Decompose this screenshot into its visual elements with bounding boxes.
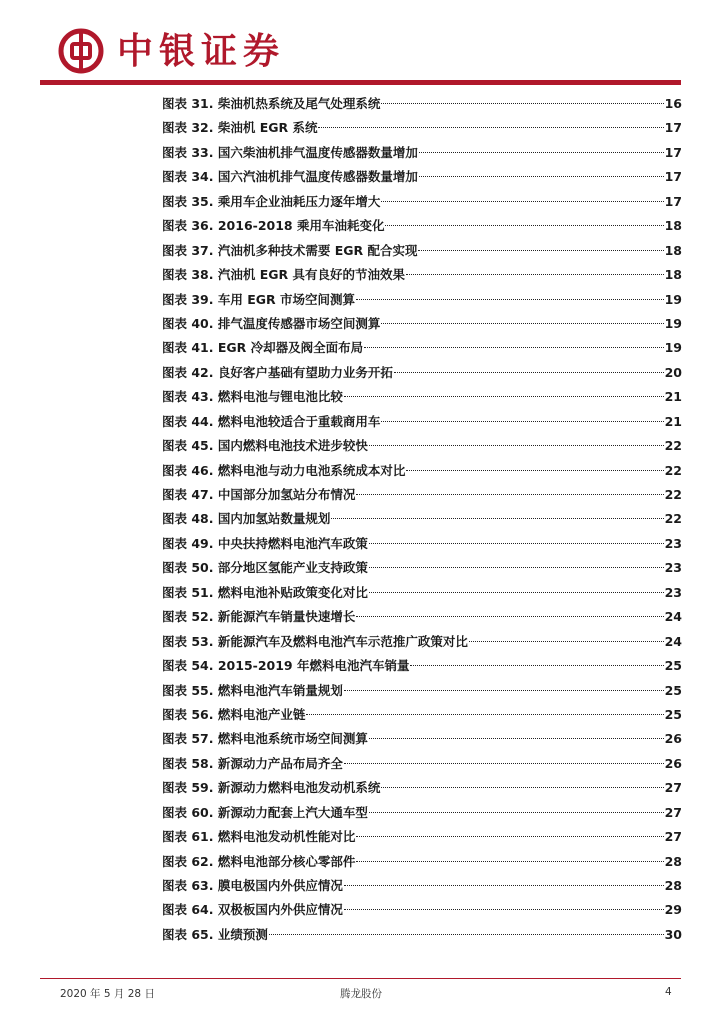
toc-entry[interactable] — [162, 263, 682, 287]
toc-dot-leader — [344, 885, 664, 886]
toc-entry[interactable] — [162, 459, 682, 483]
toc-entry-label: 图表 32. 柴油机 EGR 系统 — [162, 120, 318, 136]
toc-entry-label: 图表 35. 乘用车企业油耗压力逐年增大 — [162, 193, 381, 209]
toc-entry-label: 图表 48. 国内加氢站数量规划 — [162, 511, 331, 527]
toc-entry[interactable] — [162, 752, 682, 776]
toc-entry[interactable] — [162, 312, 682, 336]
toc-entry-label: 图表 51. 燃料电池补贴政策变化对比 — [162, 584, 368, 600]
toc-entry-label: 图表 52. 新能源汽车销量快速增长 — [162, 609, 356, 625]
toc-entry-page: 27 — [664, 829, 682, 845]
toc-entry-label: 图表 47. 中国部分加氢站分布情况 — [162, 487, 356, 502]
toc-entry-page: 19 — [664, 315, 682, 331]
toc-entry-page: 25 — [664, 706, 682, 722]
toc-entry-label: 图表 58. 新源动力产品布局齐全 — [162, 755, 343, 771]
toc-entry[interactable] — [162, 605, 682, 629]
toc-entry-page: 21 — [664, 413, 682, 429]
toc-entry-label: 图表 55. 燃料电池汽车销量规划 — [162, 682, 343, 698]
footer-date: 2020 年 5 月 28 日 — [60, 988, 155, 1000]
toc-dot-leader — [394, 372, 664, 373]
toc-dot-leader — [381, 201, 663, 202]
toc-entry-page: 28 — [664, 853, 682, 869]
toc-dot-leader — [381, 323, 663, 324]
toc-entry-page: 24 — [664, 609, 682, 625]
toc-dot-leader — [369, 592, 664, 593]
toc-dot-leader — [369, 567, 664, 568]
toc-entry-label: 图表 40. 排气温度传感器市场空间测算 — [162, 315, 381, 331]
toc-dot-leader — [419, 176, 664, 177]
toc-dot-leader — [356, 616, 663, 617]
toc-entry-page: 30 — [664, 926, 682, 942]
toc-dot-leader — [406, 470, 663, 471]
toc-entry[interactable] — [162, 923, 682, 947]
toc-entry[interactable] — [162, 92, 682, 116]
toc-entry-page: 27 — [664, 780, 682, 796]
toc-entry-label: 图表 37. 汽油机多种技术需要 EGR 配合实现 — [162, 242, 418, 258]
toc-entry-label: 图表 31. 柴油机热系统及尾气处理系统 — [162, 96, 381, 111]
toc-entry-page: 28 — [664, 878, 682, 893]
toc-entry[interactable] — [162, 654, 682, 678]
toc-entry[interactable] — [162, 825, 682, 849]
toc-entry-label: 图表 61. 燃料电池发动机性能对比 — [162, 829, 356, 845]
toc-dot-leader — [381, 103, 663, 104]
toc-entry[interactable] — [162, 214, 682, 238]
toc-entry-page: 22 — [664, 511, 682, 527]
toc-entry-label: 图表 42. 良好客户基础有望助力业务开拓 — [162, 364, 393, 380]
toc-entry-page: 23 — [664, 584, 682, 600]
toc-entry[interactable] — [162, 581, 682, 605]
toc-entry[interactable] — [162, 556, 682, 580]
toc-entry-label: 图表 41. EGR 冷却器及阀全面布局 — [162, 340, 364, 356]
toc-entry[interactable] — [162, 141, 682, 165]
toc-entry-page: 17 — [664, 120, 682, 136]
toc-dot-leader — [419, 152, 664, 153]
toc-entry-page: 18 — [664, 267, 682, 283]
toc-entry-label: 图表 57. 燃料电池系统市场空间测算 — [162, 731, 368, 747]
page-header — [0, 0, 724, 90]
toc-dot-leader — [418, 250, 663, 251]
toc-dot-leader — [369, 543, 664, 544]
toc-entry[interactable] — [162, 483, 682, 507]
toc-entry-label: 图表 54. 2015-2019 年燃料电池汽车销量 — [162, 658, 410, 674]
toc-dot-leader — [410, 665, 663, 666]
toc-entry[interactable] — [162, 385, 682, 409]
toc-entry-page: 16 — [664, 96, 682, 111]
toc-dot-leader — [306, 714, 663, 715]
toc-entry-label: 图表 62. 燃料电池部分核心零部件 — [162, 853, 356, 869]
toc-entry-label: 图表 45. 国内燃料电池技术进步较快 — [162, 438, 368, 454]
toc-dot-leader — [318, 127, 663, 128]
toc-entry-label: 图表 65. 业绩预测 — [162, 926, 268, 942]
toc-entry-page: 22 — [664, 462, 682, 478]
toc-dot-leader — [344, 690, 664, 691]
toc-entry[interactable] — [162, 776, 682, 800]
toc-entry[interactable] — [162, 336, 682, 360]
toc-dot-leader — [269, 934, 664, 935]
toc-entry-page: 25 — [664, 682, 682, 698]
toc-entry[interactable] — [162, 898, 682, 922]
toc-entry-page: 17 — [664, 193, 682, 209]
toc-entry-page: 23 — [664, 535, 682, 551]
toc-entry-page: 17 — [664, 169, 682, 185]
toc-entry-label: 图表 59. 新源动力燃料电池发动机系统 — [162, 780, 381, 796]
toc-entry[interactable] — [162, 288, 682, 312]
toc-entry[interactable] — [162, 850, 682, 874]
toc-entry-label: 图表 50. 部分地区氢能产业支持政策 — [162, 560, 368, 576]
toc-dot-leader — [364, 347, 663, 348]
toc-entry-label: 图表 49. 中央扶持燃料电池汽车政策 — [162, 535, 368, 551]
toc-entry-page: 21 — [664, 389, 682, 405]
toc-entry-page: 26 — [664, 731, 682, 747]
toc-entry-label: 图表 53. 新能源汽车及燃料电池汽车示范推广政策对比 — [162, 633, 468, 649]
toc-entry[interactable] — [162, 507, 682, 531]
toc-entry[interactable] — [162, 165, 682, 189]
footer-page-number: 4 — [665, 986, 672, 998]
toc-entry-label: 图表 34. 国六汽油机排气温度传感器数量增加 — [162, 169, 418, 185]
toc-dot-leader — [331, 518, 663, 519]
toc-entry[interactable] — [162, 703, 682, 727]
toc-entry-page: 24 — [664, 633, 682, 649]
toc-entry-label: 图表 36. 2016-2018 乘用车油耗变化 — [162, 218, 385, 234]
toc-entry-label: 图表 38. 汽油机 EGR 具有良好的节油效果 — [162, 267, 405, 283]
toc-entry-page: 22 — [664, 487, 682, 502]
toc-entry-page: 29 — [664, 902, 682, 918]
toc-entry-label: 图表 46. 燃料电池与动力电池系统成本对比 — [162, 462, 406, 478]
toc-dot-leader — [469, 641, 664, 642]
toc-entry[interactable] — [162, 801, 682, 825]
toc-entry-label: 图表 43. 燃料电池与锂电池比较 — [162, 389, 343, 405]
toc-dot-leader — [406, 274, 664, 275]
toc-entry[interactable] — [162, 434, 682, 458]
toc-entry[interactable] — [162, 116, 682, 140]
toc-dot-leader — [356, 494, 663, 495]
toc-entry-page: 25 — [664, 658, 682, 674]
toc-dot-leader — [344, 909, 664, 910]
toc-entry[interactable] — [162, 727, 682, 751]
toc-entry-page: 27 — [664, 804, 682, 820]
toc-dot-leader — [369, 445, 664, 446]
toc-entry-label: 图表 56. 燃料电池产业链 — [162, 706, 306, 722]
header-divider — [40, 80, 681, 85]
footer-divider — [40, 978, 681, 979]
toc-entry[interactable] — [162, 630, 682, 654]
toc-entry-label: 图表 39. 车用 EGR 市场空间测算 — [162, 291, 355, 307]
toc-entry-page: 26 — [664, 755, 682, 771]
toc-entry-page: 19 — [664, 340, 682, 356]
toc-entry-page: 23 — [664, 560, 682, 576]
toc-entry[interactable] — [162, 410, 682, 434]
brand-name: 中银证券 — [117, 30, 286, 72]
toc-dot-leader — [356, 836, 663, 837]
toc-entry-label: 图表 63. 膜电极国内外供应情况 — [162, 878, 343, 893]
toc-dot-leader — [385, 225, 663, 226]
toc-dot-leader — [356, 861, 663, 862]
bank-of-china-logo-icon — [58, 28, 104, 74]
toc-entry-page: 18 — [664, 242, 682, 258]
toc-entry[interactable] — [162, 532, 682, 556]
toc-entry[interactable] — [162, 361, 682, 385]
toc-entry-page: 20 — [664, 364, 682, 380]
toc-entry-page: 17 — [664, 144, 682, 160]
toc-entry[interactable] — [162, 874, 682, 898]
toc-entry-label: 图表 60. 新源动力配套上汽大通车型 — [162, 804, 368, 820]
toc-dot-leader — [356, 299, 664, 300]
toc-entry-page: 22 — [664, 438, 682, 454]
toc-entry[interactable] — [162, 190, 682, 214]
toc-dot-leader — [344, 763, 664, 764]
toc-entry-page: 18 — [664, 218, 682, 234]
toc-dot-leader — [381, 787, 663, 788]
footer-company: 腾龙股份 — [340, 988, 382, 1000]
toc-entry-label: 图表 33. 国六柴油机排气温度传感器数量增加 — [162, 144, 418, 160]
toc-entry[interactable] — [162, 239, 682, 263]
toc-dot-leader — [381, 421, 663, 422]
toc-entry-label: 图表 64. 双极板国内外供应情况 — [162, 902, 343, 918]
toc-dot-leader — [369, 738, 664, 739]
table-of-figures — [162, 92, 682, 947]
toc-entry[interactable] — [162, 679, 682, 703]
toc-entry-page: 19 — [664, 291, 682, 307]
toc-dot-leader — [344, 396, 664, 397]
toc-dot-leader — [369, 812, 664, 813]
toc-entry-label: 图表 44. 燃料电池较适合于重载商用车 — [162, 413, 381, 429]
